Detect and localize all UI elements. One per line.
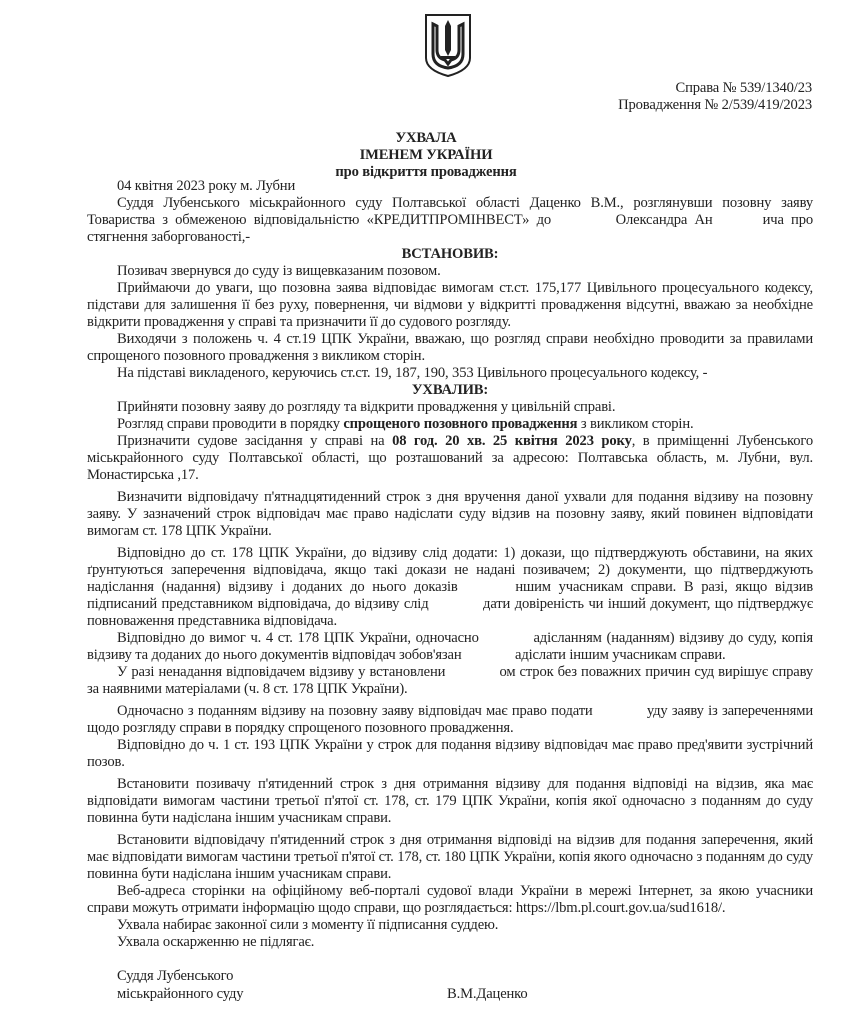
paragraph: [87, 934, 813, 951]
text: Ухвала оскарженню не підлягає.: [117, 934, 315, 950]
text: Ухвала набирає законної сили з моменту її підписання суддею.: [117, 917, 499, 933]
text: У разі ненадання відповідачем відзиву у встановлени: [117, 664, 450, 680]
text: ича про стягнення заборгованості,-: [87, 212, 814, 245]
paragraph: [87, 399, 813, 416]
text: Відповідно до вимог ч. 4 ст. 178 ЦПК України, одночасно: [117, 630, 484, 646]
judge-name: В.М.Даценко: [447, 986, 528, 1002]
section-heading: [87, 246, 813, 263]
paragraph: [87, 737, 813, 771]
trident-icon: [423, 12, 473, 78]
text: ншим учасникам справи. В разі, якщо відзив підписаний представником відповідача, до відзиву слід: [87, 579, 813, 612]
text: Одночасно з поданням відзиву на позовну заяву відповідач має право подати: [117, 703, 597, 719]
text: уду заяву із запереченнями щодо розгляду справи в порядку спрощеного позовного провадження.: [87, 703, 813, 736]
paragraph: [87, 280, 813, 331]
text: Позивач звернувся до суду із вищевказаним позовом.: [117, 263, 441, 279]
section-heading: [87, 382, 813, 399]
text: Встановити позивачу п'ятиденний строк з дня отримання відзиву для подання відповіді на відзив, яка має відповідати вимогам частини третьої п'ятої ст. 178, ст. 179 ЦПК України, копія якої одночасно з поданням до суду повинна бути надіслана іншим учасникам справи.: [87, 776, 813, 826]
title-line-3: про відкриття провадження: [335, 164, 517, 180]
text: Суддя Лубенського міськрайонного суду Полтавської області Даценко В.М., розглянувши позовну заяву Товариства з обмеженою відповідальністю «КРЕДИТПРОМІНВЕСТ» до: [87, 195, 813, 228]
text: Олександра Ан: [608, 212, 713, 228]
text: Виходячи з положень ч. 4 ст.19 ЦПК України, вважаю, що розгляд справи необхідно проводити за правилами спрощеного позовного провадження з викликом сторін.: [87, 331, 813, 364]
text: Відповідно до ст. 178 ЦПК України, до відзиву слід додати: 1) докази, що підтверджують обставини, на яких ґрунтуються заперечення відповідача, якщо такі докази не надані позивачем; 2) документи, що підтверджують надіслання (надання) відзиву і доданих до нього доказів: [87, 545, 813, 595]
paragraph: [87, 178, 813, 195]
title-line-2: ІМЕНЕМ УКРАЇНИ: [359, 147, 493, 163]
paragraph: [87, 664, 813, 698]
text: УХВАЛИВ:: [411, 382, 489, 398]
text: На підставі викладеного, керуючись ст.ст. 19, 187, 190, 353 Цивільного процесуального кодексу, -: [117, 365, 708, 381]
title-line-1: УХВАЛА: [395, 130, 457, 146]
case-info: [618, 80, 812, 114]
document-content: [87, 178, 813, 1023]
paragraph: [87, 832, 813, 883]
text: Встановити відповідачу п'ятиденний строк з дня отримання відповіді на відзив для подання заперечення, який має відповідати вимогам частини третьої п'ятої ст. 178, ст. 180 ЦПК України, копія якого одночасно з поданням до суду повинна бути надіслана іншим учасникам справи.: [87, 832, 813, 882]
document-title: [0, 130, 852, 181]
text: ВСТАНОВИВ:: [401, 246, 499, 262]
text: адіслати іншим учасникам справи.: [515, 647, 726, 663]
paragraph: [87, 489, 813, 540]
text: Відповідно до ч. 1 ст. 193 ЦПК України у строк для подання відзиву відповідач має право пред'явити зустрічний позов.: [87, 737, 813, 770]
text: Приймаючи до уваги, що позовна заява відповідає вимогам ст.ст. 175,177 Цивільного процесуального кодексу, підстави для залишення її без руху, повернення, чи відмови у відкритті провадження відсутні, вважаю за необхідне відкрити провадження у справі та призначити її до судового розгляду.: [87, 280, 813, 330]
paragraph: [87, 545, 813, 630]
text: адісланням (наданням) відзиву до суду, копія відзиву та доданих до нього документів відповідач зобов'язан: [87, 630, 813, 663]
paragraph: [87, 331, 813, 365]
paragraph: [87, 630, 813, 664]
text: ом строк без поважних причин суд вирішує справу за наявними матеріалами (ч. 8 ст. 178 ЦПК України).: [87, 664, 813, 697]
paragraph: [87, 433, 813, 484]
proceeding-number: Провадження № 2/539/419/2023: [618, 97, 812, 113]
text: дати довіреність чи інший документ, що підтверджує повноваження представника відповідача.: [87, 596, 814, 629]
paragraph: [87, 703, 813, 737]
paragraph: [87, 883, 813, 917]
text: Визначити відповідачу п'ятнадцятиденний строк з дня вручення даної ухвали для подання відзиву на позовну заяву. У зазначений строк відповідач має право надіслати суду відзив на позовну заяву, який повинен відповідати вимогам ст. 178 ЦПК України.: [87, 489, 813, 539]
paragraph: [87, 263, 813, 280]
bold-text: 08 год. 20 хв. 25 квітня 2023 року: [392, 433, 632, 449]
signature-line-2: міськрайонного суду: [117, 986, 244, 1002]
text: Призначити судове засідання у справі на: [117, 433, 393, 449]
signature-block: [87, 967, 813, 1003]
text: 04 квітня 2023 року м. Лубни: [117, 178, 296, 194]
paragraph: [87, 776, 813, 827]
document-body: [87, 178, 813, 951]
text: , в приміщенні Лубенського міськрайонного суду Полтавської області, що розташований за адресою: Полтавська область, м. Лубни, вул. Монастирська ,17.: [87, 433, 813, 483]
bold-text: спрощеного позовного провадження: [343, 416, 578, 432]
paragraph: [87, 917, 813, 934]
text: Розгляд справи проводити в порядку: [117, 416, 344, 432]
paragraph: [87, 195, 813, 246]
text: Веб-адреса сторінки на офіційному веб-порталі судової влади України в мережі Інтернет, за якою учасники справи можуть отримати інформацію щодо справи, що розглядається: https://lbm.pl.court.gov.ua/sud1618/.: [87, 883, 813, 916]
paragraph: [87, 365, 813, 382]
text: з викликом сторін.: [577, 416, 694, 432]
paragraph: [87, 416, 813, 433]
text: Прийняти позовну заяву до розгляду та відкрити провадження у цивільній справі.: [117, 399, 616, 415]
case-number: Справа № 539/1340/23: [675, 80, 812, 96]
signature-line-1: Суддя Лубенського: [117, 968, 234, 984]
